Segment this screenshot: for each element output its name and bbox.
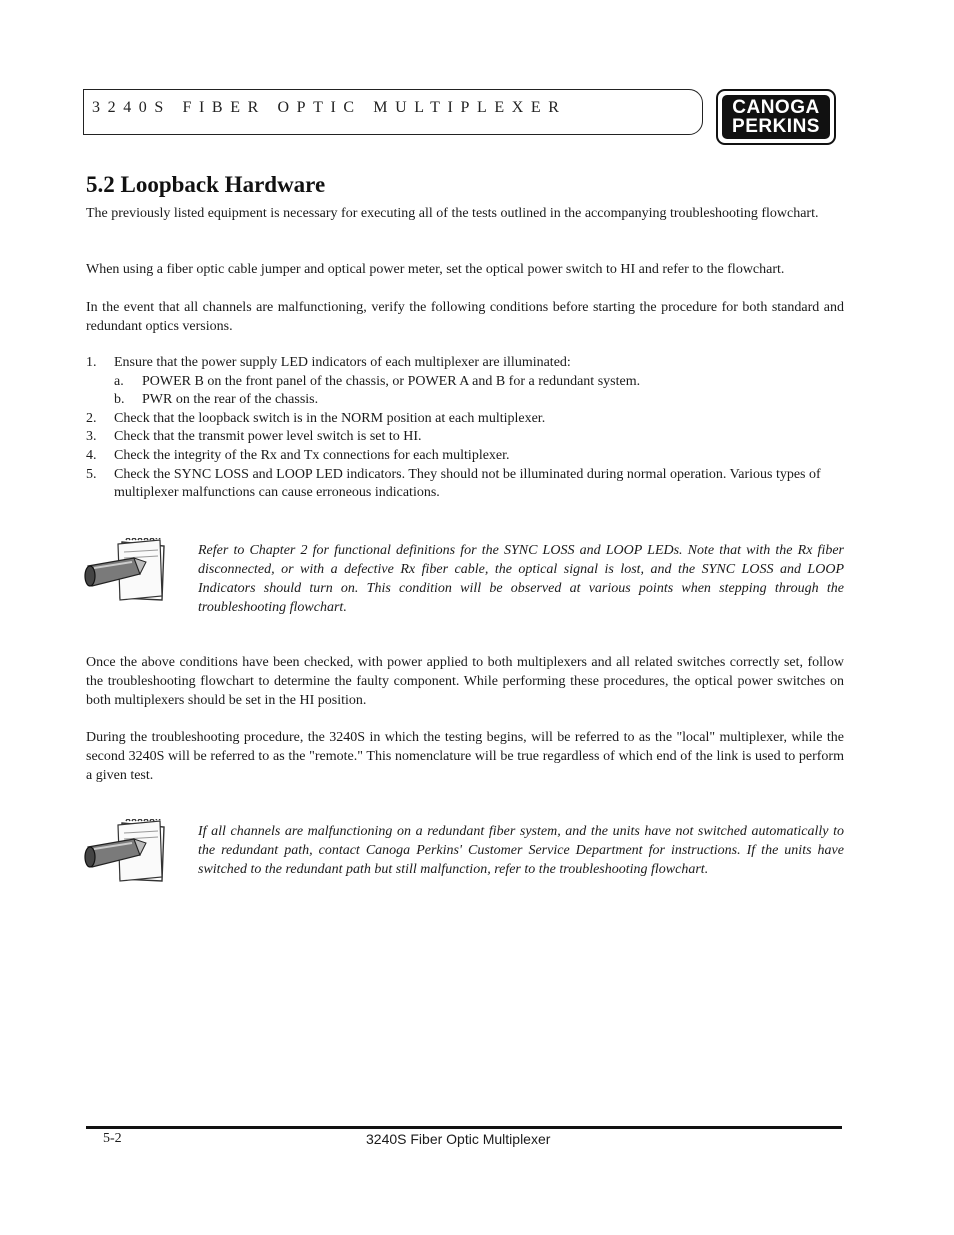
logo-line-2: PERKINS	[732, 116, 820, 137]
note-notepad-icon	[84, 819, 166, 883]
list-text: Ensure that the power supply LED indicators of each multiplexer are illuminated:	[114, 355, 571, 370]
list-item	[86, 447, 846, 466]
list-item	[86, 410, 846, 429]
sub-list-letter: b.	[114, 392, 125, 408]
paragraph-5: During the troubleshooting procedure, the 3240S in which the testing begins, will be referred to as the "local" multiplexer, while the second 3240S will be referred to as the "remote." This nomenclature will be true regardless of which end of the link is used to perform a given test.	[86, 730, 844, 783]
page-number: 5-2	[103, 1131, 122, 1146]
list-item	[86, 466, 846, 503]
list-number: 2.	[86, 410, 97, 426]
list-number: 4.	[86, 447, 97, 463]
paragraph-4: Once the above conditions have been checked, with power applied to both multiplexers and all related switches correctly set, follow the troubleshooting flowchart to determine the faulty component. While performing these procedures, the optical power switches on both multiplexers should be set in the HI position.	[86, 655, 844, 708]
running-header	[83, 89, 703, 135]
header-title: 3240S FIBER OPTIC MULTIPLEXER	[92, 99, 567, 116]
list-text: Check that the loopback switch is in the NORM position at each multiplexer.	[114, 410, 546, 426]
list-text: Check that the transmit power level switch is set to HI.	[114, 429, 422, 445]
list-item	[86, 354, 846, 373]
paragraph-1: The previously listed equipment is necessary for executing all of the tests outlined in the accompanying troubleshooting flowchart.	[86, 206, 819, 221]
list-number: 5.	[86, 466, 97, 482]
sub-list-item	[86, 391, 846, 410]
note-2-text: If all channels are malfunctioning on a redundant fiber system, and the units have not switched automatically to the redundant path, contact Canoga Perkins' Customer Service Department for instructions. If the units have switched to the redundant path but still malfunction, refer to the troubleshooting flowchart.	[198, 824, 844, 877]
footer-rule	[86, 1126, 842, 1129]
canoga-perkins-logo	[716, 89, 836, 145]
list-text: Check the SYNC LOSS and LOOP LED indicators. They should not be illuminated during normal operation. Various types of multiplexer malfunctions can cause erroneous indications.	[114, 466, 821, 501]
sub-list-text: POWER B on the front panel of the chassis, or POWER A and B for a redundant system.	[142, 373, 641, 389]
checklist	[86, 354, 846, 503]
paragraph-2: When using a fiber optic cable jumper and optical power meter, set the optical power switch to HI and refer to the flowchart.	[86, 262, 785, 277]
list-number: 1.	[86, 355, 97, 370]
list-text: Check the integrity of the Rx and Tx connections for each multiplexer.	[114, 447, 510, 463]
paragraph-3: In the event that all channels are malfunctioning, verify the following conditions before starting the procedure for both standard and redundant optics versions.	[86, 300, 844, 334]
sub-list-text: PWR on the rear of the chassis.	[142, 392, 319, 408]
note-1-text: Refer to Chapter 2 for functional definitions for the SYNC LOSS and LOOP LEDs. Note that with the Rx fiber disconnected, or with a defective Rx fiber cable, the optical signal is lost, and the SYNC LOSS and LOOP Indicators should turn on. This condition will be observed at various points when stepping through the troubleshooting flowchart.	[198, 543, 844, 615]
logo-line-1: CANOGA	[732, 97, 820, 118]
logo-plate	[722, 95, 830, 139]
sub-list-item	[86, 373, 846, 392]
sub-list-letter: a.	[114, 373, 124, 389]
section-heading: 5.2 Loopback Hardware	[86, 172, 326, 197]
list-item	[86, 428, 846, 447]
list-number: 3.	[86, 429, 97, 445]
footer-title: 3240S Fiber Optic Multiplexer	[366, 1131, 551, 1147]
note-notepad-icon	[84, 538, 166, 602]
